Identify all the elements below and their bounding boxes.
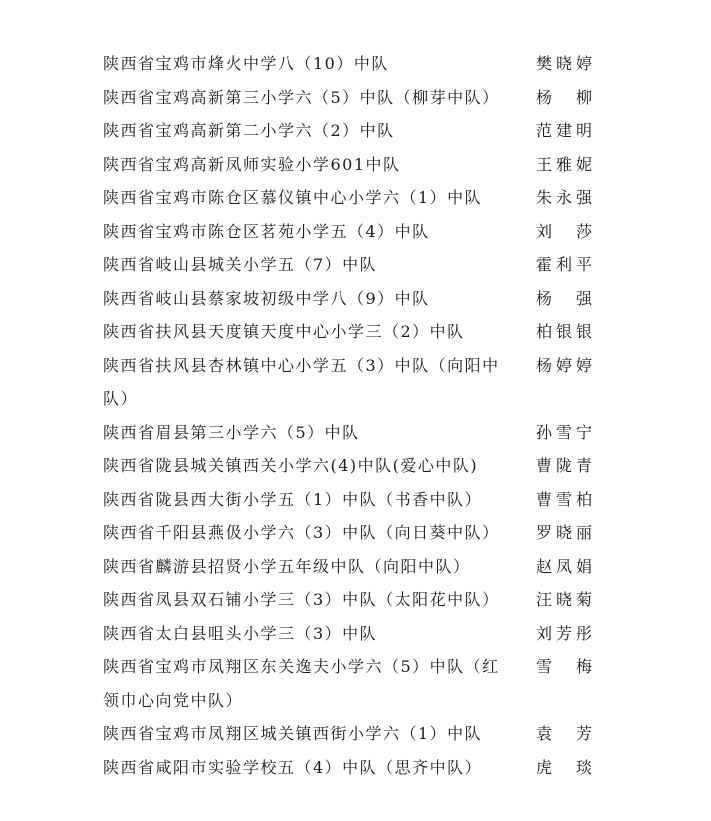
- list-item: [0, 47, 711, 81]
- unit-name: 陕西省扶风县天度镇天度中心小学三（2）中队: [103, 322, 465, 341]
- unit-name: 陕西省宝鸡市陈仓区茗苑小学五（4）中队: [103, 221, 430, 241]
- list-item: [0, 550, 711, 584]
- list-item: [0, 248, 711, 282]
- list-item: [0, 215, 711, 249]
- person-name: 曹雪柏: [536, 489, 592, 509]
- unit-name: 陕西省麟游县招贤小学五年级中队（向阳中队）: [103, 556, 471, 576]
- list-item: [0, 650, 711, 717]
- unit-name: 陕西省眉县第三小学六（5）中队: [103, 422, 360, 442]
- list-item: [0, 717, 711, 751]
- unit-name: 陕西省宝鸡高新第二小学六（2）中队: [103, 121, 395, 140]
- unit-name: 陕西省陇县城关镇西关小学六(4)中队(爱心中队): [103, 456, 479, 475]
- person-name: 刘芳彤: [536, 623, 592, 643]
- unit-name: 陕西省宝鸡市凤翔区东关逸夫小学六（5）中队（红领巾心向党中队）: [103, 657, 500, 710]
- unit-name: 陕西省岐山县城关小学五（7）中队: [103, 255, 378, 274]
- person-name: 赵凤娟: [536, 556, 592, 576]
- unit-name: 陕西省咸阳市实验学校五（4）中队（思齐中队）: [103, 757, 483, 777]
- person-name: 雪 梅: [536, 657, 592, 676]
- unit-name: 陕西省千阳县燕伋小学六（3）中队（向日葵中队）: [103, 523, 500, 542]
- unit-name: 陕西省凤县双石铺小学三（3）中队（太阳花中队）: [103, 590, 500, 609]
- person-name: 樊晓婷: [536, 54, 592, 73]
- list-item: [0, 282, 711, 316]
- unit-name: 陕西省宝鸡市陈仓区慕仪镇中心小学六（1）中队: [103, 188, 483, 207]
- unit-name: 陕西省陇县西大街小学五（1）中队（书香中队）: [103, 489, 483, 509]
- unit-name: 陕西省宝鸡市凤翔区城关镇西街小学六（1）中队: [103, 724, 483, 743]
- list-item: [0, 416, 711, 450]
- list-item: [0, 114, 711, 148]
- unit-name: 陕西省宝鸡高新第三小学六（5）中队（柳芽中队）: [103, 87, 500, 107]
- person-name: 孙雪宁: [536, 422, 592, 442]
- person-name: 柏银银: [536, 322, 592, 341]
- unit-name: 陕西省宝鸡高新凤师实验小学601中队: [103, 154, 401, 174]
- list-item: [0, 181, 711, 215]
- unit-name: 陕西省岐山县蔡家坡初级中学八（9）中队: [103, 288, 430, 308]
- person-name: 杨 强: [536, 288, 592, 308]
- person-name: 曹陇青: [536, 456, 592, 475]
- person-name: 罗晓丽: [536, 523, 592, 542]
- list-item: [0, 583, 711, 617]
- person-name: 霍利平: [536, 255, 592, 274]
- list-item: [0, 483, 711, 517]
- person-name: 汪晓菊: [536, 590, 592, 609]
- person-name: 朱永强: [536, 188, 592, 207]
- person-name: 杨 柳: [536, 87, 592, 107]
- person-name: 范建明: [536, 121, 592, 140]
- list-item: [0, 315, 711, 349]
- list-item: [0, 349, 711, 416]
- list-item: [0, 516, 711, 550]
- award-list: [0, 47, 711, 784]
- list-item: [0, 148, 711, 182]
- unit-name: 陕西省宝鸡市烽火中学八（10）中队: [103, 54, 389, 73]
- list-item: [0, 751, 711, 785]
- person-name: 杨婷婷: [536, 355, 592, 375]
- person-name: 刘 莎: [536, 221, 592, 241]
- list-item: [0, 617, 711, 651]
- list-item: [0, 449, 711, 483]
- list-item: [0, 81, 711, 115]
- unit-name: 陕西省太白县咀头小学三（3）中队: [103, 623, 378, 643]
- unit-name: 陕西省扶风县杏林镇中心小学五（3）中队（向阳中队）: [103, 355, 500, 408]
- person-name: 虎 琰: [536, 757, 592, 777]
- person-name: 袁 芳: [536, 724, 592, 743]
- person-name: 王雅妮: [536, 154, 592, 174]
